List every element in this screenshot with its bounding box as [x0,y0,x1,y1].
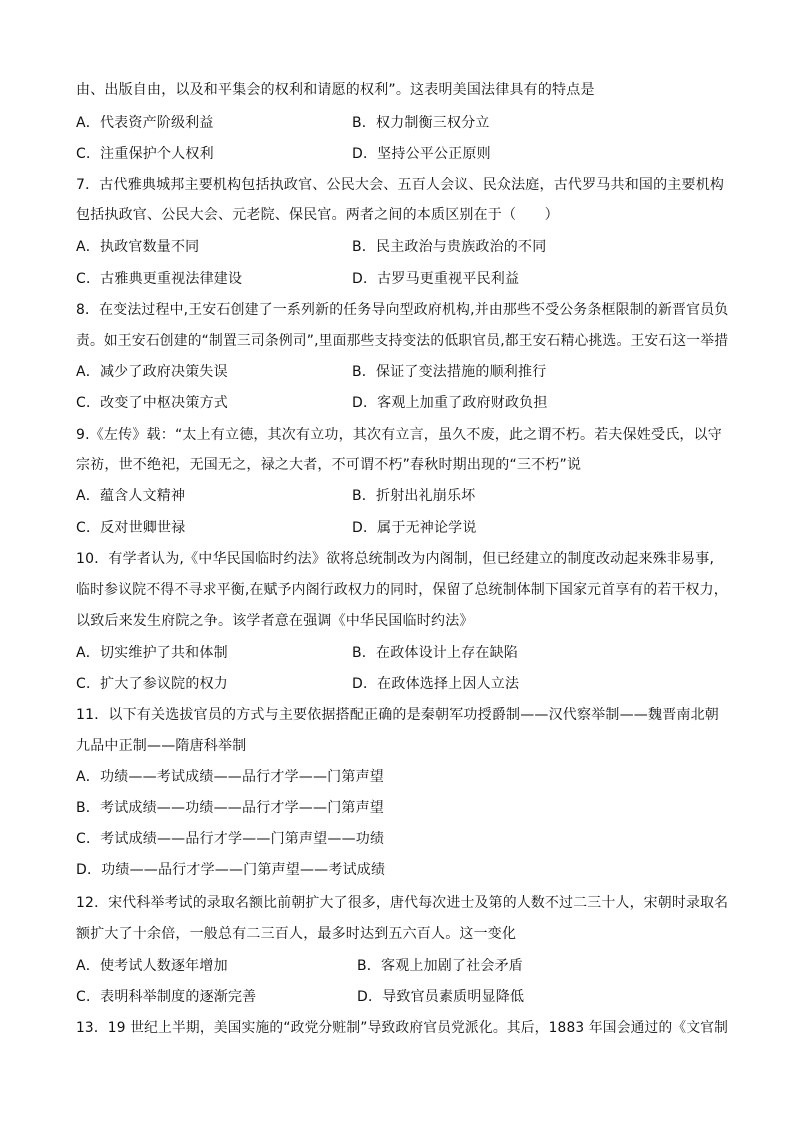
question-13-stem-1: 13．19 世纪上半期，美国实施的“政党分赃制”导致政府官员党派化。其后，1883 年国会通过的《文官制 [76,1020,729,1036]
question-7-stem-2: 包括执政官、公民大会、元老院、保民官。两者之间的本质区别在于（ ） [76,207,559,223]
q9-option-c: C．反对世卿世禄 [76,520,186,536]
q10-option-d: D．在政体选择上因人立法 [352,676,520,692]
q9-option-b: B．折射出礼崩乐坏 [352,488,476,504]
question-10-stem-1: 10．有学者认为,《中华民国临时约法》欲将总统制改为内阁制，但已经建立的制度改动起来殊非易事, [76,551,715,567]
question-8-stem-1: 8．在变法过程中,王安石创建了一系列新的任务导向型政府机构,并由那些不受公务条框限制的新晋官员负 [76,302,729,318]
question-7-stem-1: 7．古代雅典城邦主要机构包括执政官、公民大会、五百人会议、民众法庭，古代罗马共和国的主要机构 [76,177,725,193]
q10-option-b: B．在政体设计上存在缺陷 [352,645,519,661]
q6-option-c: C．注重保护个人权利 [76,146,214,162]
q12-option-b: B．客观上加剧了社会矛盾 [357,958,524,974]
question-10-stem-2: 临时参议院不得不寻求平衡,在赋予内阁行政权力的同时，保留了总统制体制下国家元首享有的若干权力， [76,582,728,598]
q12-option-a: A．使考试人数逐年增加 [76,958,228,974]
question-12-stem-1: 12．宋代科举考试的录取名额比前朝扩大了很多，唐代每次进士及第的人数不过二三十人，宋朝时录取名 [76,895,729,911]
question-6-stem-tail: 由、出版自由，以及和平集会的权利和请愿的权利”。这表明美国法律具有的特点是 [76,82,595,98]
q7-option-a: A．执政官数量不同 [76,239,200,255]
question-9-stem-2: 宗祊，世不绝祀，无国无之，禄之大者，不可谓不朽”春秋时期出现的“三不朽”说 [76,457,582,473]
q9-option-d: D．属于无神论学说 [352,520,477,536]
question-8-stem-2: 责。如王安石创建的“制置三司条例司”,里面那些支持变法的低职官员,都王安石精心挑选。王安石这一举措 [76,333,729,349]
q8-option-c: C．改变了中枢决策方式 [76,395,228,411]
q10-option-a: A．切实维护了共和体制 [76,645,228,661]
q10-option-c: C．扩大了参议院的权力 [76,676,228,692]
q7-option-d: D．古罗马更重视平民利益 [352,271,520,287]
q6-option-a: A．代表资产阶级利益 [76,115,214,131]
question-12-stem-2: 额扩大了十余倍，一般总有二三百人，最多时达到五六百人。这一变化 [76,926,517,942]
q7-option-c: C．古雅典更重视法律建设 [76,271,243,287]
q12-option-d: D．导致官员素质明显降低 [357,989,525,1005]
q7-option-b: B．民主政治与贵族政治的不同 [352,239,547,255]
q9-option-a: A．蕴含人文精神 [76,488,186,504]
q11-option-c: C．考试成绩——品行才学——门第声望——功绩 [76,831,385,847]
q11-option-b: B．考试成绩——功绩——品行才学——门第声望 [76,800,385,816]
q11-option-a: A．功绩——考试成绩——品行才学——门第声望 [76,769,384,785]
q12-option-c: C．表明科举制度的逐渐完善 [76,989,257,1005]
question-11-stem-2: 九品中正制——隋唐科举制 [76,738,247,754]
q6-option-d: D．坚持公平公正原则 [352,146,491,162]
question-11-stem-1: 11．以下有关选拔官员的方式与主要依据搭配正确的是秦朝军功授爵制——汉代察举制——魏晋南北朝 [76,707,720,723]
q8-option-a: A．减少了政府决策失误 [76,364,228,380]
q8-option-b: B．保证了变法措施的顺利推行 [352,364,547,380]
q11-option-d: D．功绩——品行才学——门第声望——考试成绩 [76,862,386,878]
q6-option-b: B．权力制衡三权分立 [352,115,490,131]
q8-option-d: D．客观上加重了政府财政负担 [352,395,548,411]
question-10-stem-3: 以致后来发生府院之争。该学者意在强调《中华民国临时约法》 [76,613,474,629]
question-9-stem-1: 9.《左传》载：“太上有立德，其次有立功，其次有立言，虽久不废，此之谓不朽。若夫保姓受氏，以守 [76,427,723,443]
